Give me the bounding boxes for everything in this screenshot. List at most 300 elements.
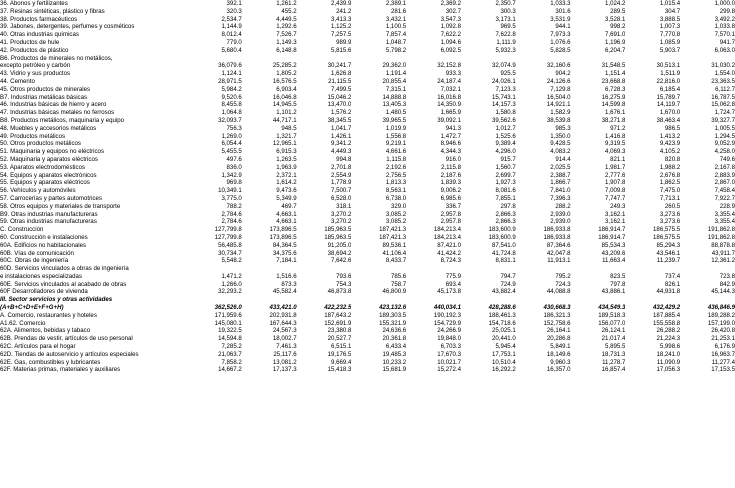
table-cell: 4,069.3	[605, 148, 626, 156]
table-cell: 433,421.0	[269, 304, 297, 312]
table-cell: 4,663.1	[276, 218, 297, 226]
table-cell: 873.3	[281, 280, 297, 288]
table-cell: 41,106.4	[382, 249, 407, 257]
table-cell: 24,567.3	[272, 327, 297, 335]
table-cell: 4,449.3	[331, 148, 352, 156]
table-cell: 1,516.6	[276, 272, 297, 280]
table-cell: 7,129.8	[550, 85, 571, 93]
table-cell: 971.2	[610, 124, 626, 132]
table-cell: 8,081.6	[495, 187, 516, 195]
table-cell: 6,703.3	[440, 343, 461, 351]
row-label: 59. Otras industrias manufactureras	[0, 218, 97, 226]
table-cell: 7,855.1	[495, 194, 516, 202]
table-cell: 941.3	[445, 124, 461, 132]
table-cell: 1,927.3	[495, 179, 516, 187]
table-cell: 2,676.8	[659, 171, 681, 179]
table-cell: 1,580.8	[495, 109, 516, 117]
table-cell: 5,895.5	[605, 343, 626, 351]
table-cell: 2,369.2	[440, 0, 461, 7]
table-cell: 5,798.2	[385, 46, 407, 54]
table-cell: 925.5	[500, 70, 516, 78]
table-cell	[187, 265, 242, 273]
table-cell: 7,642.6	[331, 257, 352, 265]
table-cell	[625, 55, 680, 63]
table-cell: 7,713.1	[659, 194, 681, 202]
table-cell: 24,126.6	[546, 77, 571, 85]
table-cell: 1,033.3	[550, 0, 571, 7]
table-cell: 45,582.4	[272, 288, 297, 296]
row-label: 47. Industrias básicas metales no ferrosos	[0, 109, 115, 117]
table-cell: 1,426.1	[331, 132, 352, 140]
table-cell: 32,293.2	[218, 288, 242, 296]
table-row	[0, 343, 735, 351]
table-cell	[242, 55, 297, 63]
table-cell: 9,423.9	[659, 140, 681, 148]
table-cell: 13,405.3	[382, 101, 407, 109]
table-cell: 904.2	[555, 70, 571, 78]
table-cell	[625, 265, 680, 273]
row-label: 62C. Artículos para el hogar	[0, 343, 76, 351]
table-cell: 20,855.4	[382, 77, 407, 85]
row-label: C. Construcción	[0, 226, 44, 234]
table-cell: 3,413.3	[331, 15, 352, 23]
table-cell: 914.4	[555, 155, 571, 163]
table-cell: 7,461.3	[276, 343, 297, 351]
table-cell: 187,421.3	[379, 233, 407, 241]
row-label: 52. Maquinaria y aparatos eléctricos	[0, 155, 98, 163]
table-cell: 4,296.0	[495, 148, 516, 156]
table-cell: 301.6	[555, 7, 571, 15]
row-label: 60. Construcción e instalaciones	[0, 233, 88, 241]
table-cell: 10,233.2	[382, 358, 407, 366]
table-cell: 39,092.1	[437, 116, 461, 124]
table-cell: 299.8	[719, 7, 735, 15]
table-row	[0, 62, 735, 70]
table-cell: 3,085.2	[385, 218, 407, 226]
table-cell	[516, 296, 571, 304]
table-cell: 46,873.8	[327, 288, 352, 296]
table-row	[0, 218, 735, 226]
table-row	[0, 148, 735, 156]
table-cell: 7,691.0	[605, 31, 626, 39]
table-cell: 32,152.8	[437, 62, 461, 70]
table-cell: 1,292.6	[276, 23, 297, 31]
table-cell: 737.4	[664, 272, 681, 280]
table-cell: 1,866.7	[550, 179, 571, 187]
table-cell	[187, 55, 242, 63]
table-cell: 9,520.6	[221, 93, 242, 101]
table-cell: 4,663.1	[276, 210, 297, 218]
table-row	[0, 172, 735, 180]
table-cell: 34,375.6	[272, 249, 297, 257]
table-cell: 16,963.7	[711, 350, 735, 358]
table-cell: 7,475.0	[659, 187, 681, 195]
table-row	[0, 16, 735, 24]
table-row	[0, 351, 735, 359]
table-cell: 826.1	[664, 280, 681, 288]
table-cell: 1,094.6	[440, 38, 461, 46]
table-cell: 4,661.6	[385, 148, 407, 156]
row-label: 60D. Servicios vinculados a obras de ingeniería	[0, 265, 129, 273]
table-cell: 3,085.2	[385, 210, 407, 218]
table-cell: 1,007.3	[659, 23, 681, 31]
table-cell: 16,576.5	[272, 77, 297, 85]
table-cell: 11,277.4	[711, 358, 735, 366]
table-cell: 2,866.3	[495, 210, 516, 218]
table-cell: 944.1	[555, 23, 571, 31]
table-cell: 6,433.4	[385, 343, 407, 351]
table-cell: 1,125.2	[331, 23, 352, 31]
table-cell: 39,562.6	[492, 116, 516, 124]
table-cell: 7,500.7	[331, 187, 352, 195]
table-cell: 9,341.2	[331, 140, 352, 148]
table-row	[0, 179, 735, 187]
row-label: 60F Desarrolladores de vivienda	[0, 288, 88, 296]
table-cell	[516, 55, 571, 63]
table-row	[0, 335, 735, 343]
table-cell: 916.0	[445, 155, 461, 163]
row-label: 37. Resinas sintéticas, plástico y fibras	[0, 7, 105, 15]
table-cell: 20,286.8	[546, 335, 571, 343]
table-cell: 2,025.5	[550, 163, 571, 171]
table-cell: 3,270.2	[331, 210, 352, 218]
table-cell: 21,224.3	[656, 335, 681, 343]
row-label: 40. Otras industrias químicas	[0, 31, 79, 39]
table-cell: 23,363.5	[711, 77, 735, 85]
table-cell: 186,321.3	[543, 311, 571, 319]
table-cell: 38,345.5	[327, 116, 352, 124]
table-cell: 1,019.9	[385, 124, 407, 132]
table-row	[0, 288, 735, 296]
table-cell: 2,350.7	[495, 0, 516, 7]
table-cell: 754.3	[336, 280, 352, 288]
table-cell: 18,731.3	[601, 350, 626, 358]
table-cell: 455.2	[281, 7, 297, 15]
table-cell: 18,149.6	[546, 350, 571, 358]
row-label: 57. Carrocerías y partes automotrices	[0, 194, 102, 202]
table-cell: 185,963.5	[324, 226, 352, 234]
table-cell: 185,963.5	[324, 233, 352, 241]
table-cell: 56,485.8	[218, 241, 242, 249]
row-label: 60A. Edificios no habitacionales	[0, 241, 87, 249]
table-cell: 22,816.0	[656, 77, 681, 85]
row-label: 48. Muebles y accesorios metálicos	[0, 124, 97, 132]
table-cell: 18,241.0	[656, 350, 681, 358]
table-cell: 836.0	[226, 163, 242, 171]
table-row	[0, 86, 735, 94]
table-cell: 16,292.2	[492, 366, 516, 374]
table-cell: 6,738.0	[385, 194, 407, 202]
table-cell: 1,263.5	[276, 155, 297, 163]
table-cell: 1,342.9	[221, 171, 242, 179]
table-cell: 756.3	[226, 124, 242, 132]
table-cell: 289.5	[610, 7, 626, 15]
table-cell: 4,105.2	[659, 148, 681, 156]
table-cell: 184,213.4	[433, 233, 461, 241]
table-cell: 1,124.1	[221, 70, 242, 78]
table-cell: 191,862.8	[707, 226, 735, 234]
table-cell: 23,668.8	[601, 77, 626, 85]
row-label: 53. Aparatos electrodomésticos	[0, 163, 86, 171]
row-label: III. Sector servicios y otras actividades	[0, 296, 113, 304]
table-cell: 183,600.9	[488, 226, 516, 234]
table-row	[0, 187, 735, 195]
table-row	[0, 273, 735, 281]
table-cell: 3,528.1	[605, 15, 626, 23]
table-cell: 3,775.0	[221, 194, 242, 202]
table-cell: 1,033.8	[714, 23, 735, 31]
table-cell: 43,882.4	[492, 288, 516, 296]
table-cell: 994.8	[336, 155, 352, 163]
table-cell: 84,364.5	[272, 241, 297, 249]
table-cell: 26,288.2	[656, 327, 681, 335]
table-cell: 1,294.5	[714, 132, 735, 140]
table-cell: 156,077.0	[598, 319, 626, 327]
table-cell: 281.6	[390, 7, 407, 15]
table-cell: 5,998.6	[659, 343, 681, 351]
table-cell: 793.6	[336, 272, 352, 280]
table-cell: 15,789.7	[656, 93, 681, 101]
table-cell: 1,560.7	[495, 163, 516, 171]
table-cell: 7,032.1	[440, 85, 461, 93]
table-cell: 30,513.1	[656, 62, 681, 70]
table-cell: 9,960.3	[550, 358, 571, 366]
table-cell: 758.7	[390, 280, 407, 288]
table-cell: 2,389.1	[385, 0, 407, 7]
table-cell: 2,187.6	[440, 171, 461, 179]
row-label: 39. Jabones, detergentes, perfumes y cosméticos	[0, 23, 135, 31]
table-cell: 998.2	[610, 23, 626, 31]
table-cell: 3,273.6	[659, 218, 681, 226]
table-cell: 8,946.6	[440, 140, 461, 148]
table-cell: 188,461.3	[488, 311, 516, 319]
table-cell: 2,784.6	[221, 210, 242, 218]
table-cell: 5,903.7	[659, 46, 681, 54]
row-label: 38. Productos farmacéuticos	[0, 15, 78, 23]
table-cell: 1,556.8	[385, 132, 407, 140]
table-cell: 820.8	[664, 155, 681, 163]
table-cell: 25,285.2	[272, 62, 297, 70]
table-cell: 915.7	[500, 155, 516, 163]
table-cell: 1,676.1	[605, 109, 626, 117]
table-row	[0, 109, 735, 117]
table-cell: 202,931.8	[269, 311, 297, 319]
table-cell: 985.3	[555, 124, 571, 132]
table-cell: 300.3	[500, 7, 516, 15]
table-cell: 6,903.4	[276, 85, 297, 93]
table-cell: 15,062.8	[711, 101, 735, 109]
table-cell: 7,622.8	[495, 31, 516, 39]
row-label: 44. Cemento	[0, 77, 35, 85]
row-label: 43. Vidrio y sus productos	[0, 70, 71, 78]
table-row	[0, 156, 735, 164]
table-row	[0, 211, 735, 219]
table-cell: 4,083.2	[550, 148, 571, 156]
table-cell: 3,162.1	[605, 210, 626, 218]
table-cell	[297, 55, 352, 63]
table-cell	[351, 55, 406, 63]
table-cell: 19,485.3	[382, 350, 407, 358]
table-cell: 7,858.2	[221, 358, 242, 366]
table-cell: 16,046.8	[272, 93, 297, 101]
table-cell: 241.2	[336, 7, 352, 15]
table-cell: 1,115.8	[386, 155, 407, 163]
table-cell: 44,717.1	[272, 116, 297, 124]
table-cell: 21,115.5	[328, 77, 352, 85]
table-cell	[461, 296, 516, 304]
table-row	[0, 31, 735, 39]
table-cell: 422,232.5	[324, 304, 352, 312]
table-cell: 989.9	[336, 38, 352, 46]
table-cell: 11,239.7	[656, 257, 681, 265]
table-cell: 187,421.3	[379, 226, 407, 234]
table-cell: 1,626.8	[331, 70, 352, 78]
table-cell: 39,327.7	[711, 116, 735, 124]
table-cell: 6,985.6	[440, 194, 461, 202]
table-cell: 21,063.7	[218, 350, 242, 358]
table-cell: 933.3	[445, 70, 461, 78]
table-cell: 1,472.7	[440, 132, 461, 140]
table-cell: 428,288.6	[488, 304, 516, 312]
table-cell	[625, 296, 680, 304]
table-cell: 30,734.7	[218, 249, 242, 257]
table-cell: 260.5	[664, 202, 681, 210]
table-row	[0, 226, 735, 234]
table-cell: 14,157.3	[492, 101, 516, 109]
table-row	[0, 304, 735, 312]
table-cell: 7,285.2	[221, 343, 242, 351]
table-cell: 85,534.3	[601, 241, 626, 249]
table-cell: 41,724.8	[492, 249, 516, 257]
table-cell: 1,350.0	[550, 132, 571, 140]
row-label: 41. Productos de hule	[0, 38, 60, 46]
table-cell: 3,888.5	[659, 15, 681, 23]
table-cell: 32,160.6	[546, 62, 571, 70]
table-cell: 7,499.5	[331, 85, 352, 93]
table-cell: 155,558.8	[653, 319, 681, 327]
table-cell: 9,219.1	[385, 140, 407, 148]
table-cell: 2,388.7	[550, 171, 571, 179]
table-cell: 19,176.5	[327, 350, 352, 358]
table-cell: 1,471.2	[221, 272, 242, 280]
table-cell: 24,187.4	[437, 77, 461, 85]
table-cell: 173,896.5	[269, 233, 297, 241]
table-cell	[680, 265, 735, 273]
table-cell: 724.9	[500, 280, 516, 288]
table-cell: 1,614.2	[276, 179, 297, 187]
table-cell: 302.7	[445, 7, 461, 15]
table-cell: 186,914.7	[598, 233, 626, 241]
table-cell: 986.5	[664, 124, 681, 132]
table-cell: 5,984.2	[221, 85, 242, 93]
table-cell: 6,092.5	[440, 46, 461, 54]
table-cell: 941.7	[719, 38, 735, 46]
table-cell: 12,965.1	[272, 140, 297, 148]
table-cell: 16,787.5	[711, 93, 735, 101]
table-cell: 969.5	[500, 23, 516, 31]
table-cell: 154,718.6	[488, 319, 516, 327]
row-label: B7. Industrias metálicas básicas	[0, 93, 88, 101]
table-cell: 17,137.3	[272, 366, 297, 374]
table-cell: 41,424.2	[437, 249, 461, 257]
table-cell: 1,005.5	[714, 124, 735, 132]
table-cell	[297, 296, 352, 304]
table-cell: 186,933.8	[543, 233, 571, 241]
table-cell: 43,209.6	[601, 249, 626, 257]
table-cell: 187,885.4	[653, 311, 681, 319]
table-row	[0, 257, 735, 265]
table-cell: 15,681.9	[382, 366, 407, 374]
table-cell: 1,988.2	[659, 163, 681, 171]
table-row	[0, 78, 735, 86]
table-cell: 187,643.2	[324, 311, 352, 319]
table-cell: 2,777.6	[605, 171, 626, 179]
table-cell: 693.4	[445, 280, 461, 288]
table-cell: 4,449.5	[276, 15, 297, 23]
table-cell: 6,063.0	[714, 46, 735, 54]
table-cell: 2,167.8	[714, 163, 735, 171]
table-cell: 362,526.0	[214, 304, 242, 312]
table-cell: 7,009.8	[605, 187, 626, 195]
row-label: 62E. Gas, combustibles y lubricantes	[0, 358, 101, 366]
table-cell: 1,480.5	[385, 109, 407, 117]
table-row	[0, 8, 735, 16]
table-cell: 10,349.1	[218, 187, 242, 195]
table-cell: 10,510.4	[492, 358, 516, 366]
table-cell: 14,921.1	[546, 101, 571, 109]
table-cell: 5,815.6	[331, 46, 352, 54]
table-cell: 469.7	[281, 202, 297, 210]
table-cell: 8,563.1	[385, 187, 407, 195]
table-cell: 3,531.9	[550, 15, 571, 23]
table-cell	[406, 296, 461, 304]
table-cell: 30,241.7	[327, 62, 352, 70]
table-cell: 1,416.8	[605, 132, 626, 140]
table-cell: 1,413.2	[659, 132, 681, 140]
table-cell: 1,092.8	[440, 23, 461, 31]
table-row	[0, 320, 735, 328]
table-row	[0, 23, 735, 31]
table-cell: 5,828.5	[550, 46, 571, 54]
table-cell: 46,800.9	[382, 288, 407, 296]
table-cell: 6,148.8	[276, 46, 297, 54]
table-cell: 8,455.8	[221, 101, 242, 109]
table-cell: 127,799.8	[214, 233, 242, 241]
table-cell: 16,857.4	[601, 366, 626, 374]
table-cell: 15,272.4	[437, 366, 461, 374]
table-cell: 32,093.7	[218, 116, 242, 124]
table-cell: 190,192.3	[433, 311, 461, 319]
table-cell: 8,724.3	[440, 257, 461, 265]
table-cell: 6,515.1	[331, 343, 352, 351]
table-cell: 44,931.8	[656, 288, 681, 296]
table-cell: 87,421.0	[437, 241, 461, 249]
table-cell: 152,758.6	[543, 319, 571, 327]
table-row	[0, 203, 735, 211]
table-cell	[242, 265, 297, 273]
table-cell: 329.0	[390, 202, 407, 210]
row-label: 54. Equipos y aparatos electrónicos	[0, 171, 97, 179]
table-cell: 19,322.5	[218, 327, 242, 335]
table-cell: 7,922.7	[714, 194, 735, 202]
table-cell	[680, 296, 735, 304]
table-cell: 3,492.2	[714, 15, 735, 23]
table-cell: 1,191.4	[385, 70, 407, 78]
table-cell: 19,848.0	[437, 335, 461, 343]
table-cell: 7,747.7	[605, 194, 626, 202]
table-cell: 436,846.9	[707, 304, 735, 312]
table-cell: 43,546.1	[656, 249, 681, 257]
